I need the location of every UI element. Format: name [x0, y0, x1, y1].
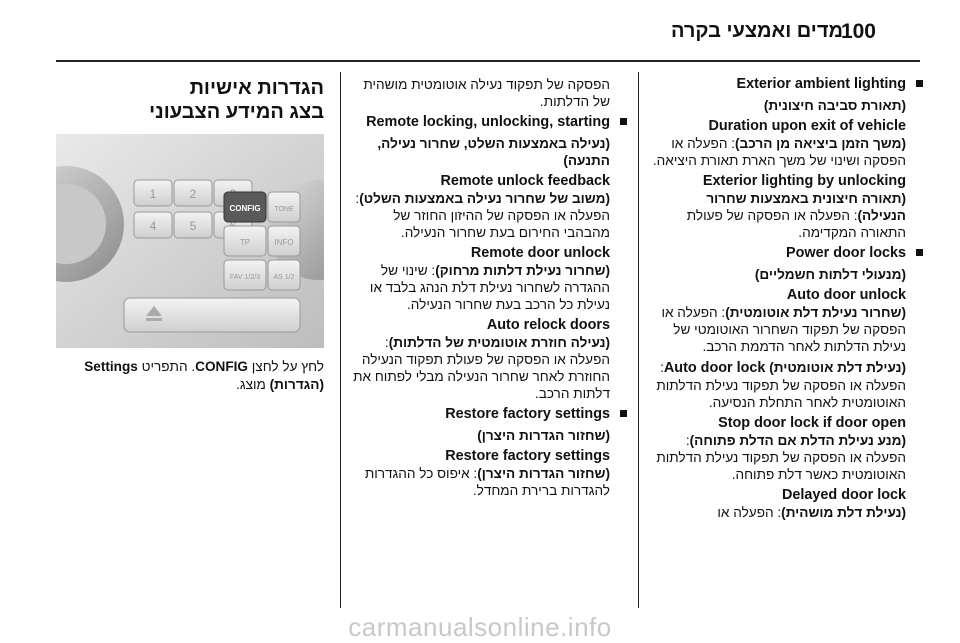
setting-desc: : הפעלה או הפסקה של פעולת תפקוד הנעילה החוזרת לאחר שחרור הנעילה מבלי לפתוח את דלתות הרכב. [353, 335, 610, 401]
setting-name-he: (משוב של שחרור נעילה באמצעות השלט) [359, 191, 610, 206]
setting-name-he: (שחרור נעילת דלת אוטומטית) [725, 305, 906, 320]
setting-name-en: Restore factory settings [445, 448, 610, 464]
setting-name-en: Stop door lock if door open [718, 415, 906, 431]
setting-name-he: (נעילה חוזרת אוטומטית של הדלתות) [388, 335, 610, 350]
setting-remote-unlock-feedback [350, 173, 610, 241]
setting-name-he: (נעילת דלת מושהית) [781, 505, 906, 520]
caption-part-2: . התפריט [141, 359, 196, 374]
bullet-power-door-locks [652, 245, 906, 283]
caption-settings: Settings [84, 359, 138, 374]
setting-duration-exit [652, 118, 906, 169]
setting-name-he: (נעילת דלת אוטומטית) [769, 360, 906, 375]
column-middle [350, 76, 610, 503]
setting-exterior-lighting-unlock [652, 173, 906, 241]
column-left [56, 76, 324, 394]
btn-as-label: AS 1/2 [273, 274, 295, 281]
bullet-icon [620, 410, 627, 417]
column-right [652, 76, 906, 525]
bullet-title-en: Restore factory settings [445, 406, 610, 422]
bullet-icon [916, 249, 923, 256]
caption-part-1: לחץ על לחצן [251, 359, 324, 374]
caption-part-4: מוצג. [236, 377, 266, 392]
bullet-restore-factory [350, 406, 610, 444]
setting-desc: : הפעלה או הפסקה ושינוי של משך הארת תאורת היציאה. [652, 136, 906, 168]
setting-delayed-door-lock [652, 487, 906, 521]
continued-text: הפסקה של תפקוד נעילה אוטומטית מושהית של הדלתות. [363, 77, 610, 109]
section-title: מדים ואמצעי בקרה [670, 20, 843, 42]
bullet-title-he: (מנעולי דלתות חשמליים) [754, 267, 906, 282]
setting-auto-door-unlock [652, 287, 906, 355]
btn-fav-label: FAV 1/2/3 [229, 274, 261, 281]
setting-auto-relock-doors [350, 317, 610, 402]
btn-5-label: 5 [189, 219, 197, 233]
setting-desc: : שינוי של ההגדרה לשחרור נעילת דלת הנהג בלבד או נעילת כל הרכב בעת שחרור הנעילה. [369, 263, 610, 312]
setting-restore-factory [350, 448, 610, 499]
btn-tp-label: TP [239, 238, 251, 247]
page-number: 100 [840, 20, 876, 43]
watermark: carmanualsonline.info [348, 612, 612, 642]
setting-auto-door-lock [652, 359, 906, 411]
caption-config: CONFIG [195, 359, 248, 374]
setting-remote-door-unlock [350, 245, 610, 313]
setting-name-en: Duration upon exit of vehicle [708, 118, 906, 134]
setting-desc: : הפעלה או הפסקה של תפקוד נעילת הדלתות האוטומטית כאשר דלת פתוחה. [656, 433, 906, 482]
btn-4-label: 4 [149, 219, 157, 233]
btn-config-label: CONFIG [229, 204, 261, 213]
setting-name-en: Auto door unlock [786, 287, 906, 303]
btn-tone-label: TONE [274, 206, 294, 213]
bullet-exterior-ambient-lighting [652, 76, 906, 114]
btn-1-label: 1 [149, 187, 157, 201]
setting-desc: : הפעלה או [717, 505, 782, 520]
bullet-remote-locking [350, 114, 610, 169]
setting-name-en: Auto relock doors [486, 317, 610, 333]
control-panel-drawing [56, 134, 324, 348]
heading-line-2: בצג המידע הצבעוני [149, 101, 324, 123]
setting-name-he: (שחרור נעילת דלתות מרחוק) [435, 263, 610, 278]
figure-caption [56, 358, 324, 394]
btn-info-label: INFO [274, 238, 294, 247]
setting-desc: : הפעלה או הפסקה של ההיזון החוזר של מהבהבי החירום בעת שחרור הנעילה. [355, 191, 610, 240]
control-panel-figure [56, 134, 324, 348]
bullet-title-en: Remote locking, unlocking, starting [366, 114, 610, 130]
header-rule [56, 60, 920, 62]
column-divider-left [340, 72, 341, 608]
setting-name-en: Remote door unlock [470, 245, 610, 261]
setting-name-en: Exterior lighting by unlocking [702, 173, 906, 189]
bullet-title-he: (נעילה באמצעות השלט, שחרור נעילה, התנעה) [377, 136, 610, 168]
setting-name-en: Auto door lock [663, 360, 766, 376]
heading-line-1: הגדרות אישיות [189, 77, 324, 99]
setting-desc: : איפוס כל ההגדרות להגדרות ברירת המחדל. [364, 466, 610, 498]
setting-stop-lock-door-open [652, 415, 906, 483]
setting-name-he: (משך הזמן ביציאה מן הרכב) [735, 136, 906, 151]
caption-settings-he: (הגדרות) [269, 377, 324, 392]
setting-desc: : הפעלה או הפסקה של פעולת התאורה המקדימה. [686, 208, 906, 240]
btn-2-label: 2 [189, 187, 197, 201]
bullet-icon [620, 118, 627, 125]
setting-desc: : הפעלה או הפסקה של תפקוד נעילת הדלתות האוטומטית לאחר התחלת הנסיעה. [656, 360, 906, 410]
setting-name-en: Delayed door lock [782, 487, 906, 503]
column-divider-right [638, 72, 639, 608]
setting-name-he: (שחזור הגדרות היצרן) [477, 466, 610, 481]
bullet-title-he: (תאורת סביבה חיצונית) [763, 98, 906, 113]
setting-name-he: (מנע נעילת הדלת אם הדלת פתוחה) [689, 433, 906, 448]
bullet-title-en: Exterior ambient lighting [736, 76, 906, 92]
bullet-title-he: (שחזור הגדרות היצרן) [477, 428, 610, 443]
setting-desc: : הפעלה או הפסקה של תפקוד השחרור האוטומטי של נעילת הדלתות לאחר הדממת הרכב. [661, 305, 906, 354]
setting-name-en: Remote unlock feedback [440, 173, 610, 189]
bullet-icon [916, 80, 923, 87]
setting-name-he: (תאורה חיצונית באמצעות שחרור הנעילה) [706, 191, 906, 223]
page-header [56, 18, 920, 50]
side-heading [56, 76, 324, 124]
bullet-title-en: Power door locks [786, 245, 906, 261]
function-buttons [224, 192, 300, 290]
